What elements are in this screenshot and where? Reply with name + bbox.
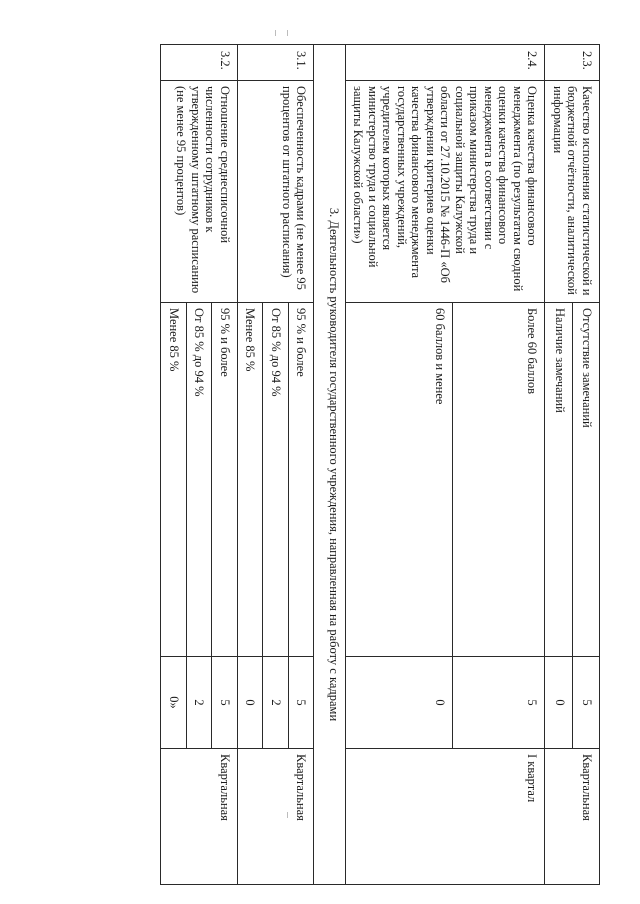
points-value: 5 xyxy=(212,657,238,749)
condition-text: Наличие замечаний xyxy=(545,303,572,657)
points-value: 0 xyxy=(346,657,453,749)
section-row xyxy=(314,45,346,885)
indicator-name: Оценка качества финансового менеджмента (по результатам сводной оценки качества финансового менеджмента в соответствии с приказом министерства труда и социальной защиты Калужской области от 27.10.2015 № 1446-П «Об утверждении критериев оценки качества финансового менеджмента государственных учреждений, учредителем которых является министерство труда и социальной защиты Калужской области») xyxy=(346,81,546,303)
points-value: 0 xyxy=(545,657,572,749)
condition-text: Более 60 баллов xyxy=(452,303,545,657)
row-number: 2.3. xyxy=(545,45,600,81)
scan-artifact xyxy=(275,30,276,36)
period-text: Квартальная xyxy=(545,749,600,885)
table-row xyxy=(289,45,315,885)
points-value: 0» xyxy=(161,657,187,749)
row-number: 2.4. xyxy=(346,45,546,81)
period-text: Квартальная xyxy=(161,749,238,885)
table-row xyxy=(212,45,238,885)
row-number: 3.2. xyxy=(161,45,238,81)
points-value: 5 xyxy=(289,657,315,749)
points-value: 2 xyxy=(187,657,213,749)
condition-text: Менее 85 % xyxy=(238,303,264,657)
indicator-name: Обеспеченность кадрами (не менее 95 процентов от штатного расписания) xyxy=(238,81,315,303)
kpi-criteria-table xyxy=(161,44,601,885)
condition-text: Менее 85 % xyxy=(161,303,187,657)
table-row xyxy=(572,45,599,885)
condition-text: 60 баллов и менее xyxy=(346,303,453,657)
points-value: 2 xyxy=(263,657,289,749)
period-text: I квартал xyxy=(346,749,546,885)
condition-text: От 85 % до 94 % xyxy=(187,303,213,657)
indicator-name: Качество исполнения статистической и бюджетной отчётности, аналитической информации xyxy=(545,81,600,303)
section-heading: 3. Деятельность руководителя государственного учреждения, направленная на работу с кадрами xyxy=(314,45,346,885)
points-value: 0 xyxy=(238,657,264,749)
scan-artifact xyxy=(287,30,288,36)
row-number: 3.1. xyxy=(238,45,315,81)
table-row xyxy=(452,45,545,885)
indicator-name: Отношение среднесписочной численности сотрудников к утвержденному штатному расписанию (не менее 95 процентов) xyxy=(161,81,238,303)
condition-text: 95 % и более xyxy=(289,303,315,657)
condition-text: 95 % и более xyxy=(212,303,238,657)
points-value: 5 xyxy=(572,657,599,749)
points-value: 5 xyxy=(452,657,545,749)
period-text: Квартальная xyxy=(238,749,315,885)
condition-text: Отсутствие замечаний xyxy=(572,303,599,657)
condition-text: От 85 % до 94 % xyxy=(263,303,289,657)
